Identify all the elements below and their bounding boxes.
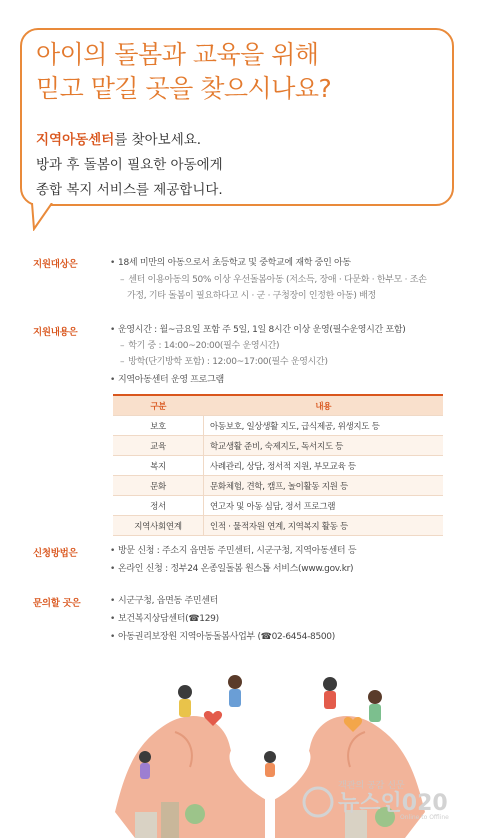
table-cell-content: 학교생활 준비, 숙제지도, 독서지도 등 <box>204 436 444 456</box>
table-cell-content: 연고자 및 아동 심담, 정서 프로그램 <box>204 496 444 516</box>
intro-text <box>36 128 436 203</box>
watermark-tagline: 객관의 공감 신문 <box>338 781 405 791</box>
content-label: 지원내용은 <box>33 327 78 338</box>
news-watermark <box>300 776 470 820</box>
target-label: 지원대상은 <box>33 259 78 270</box>
intro-line-2: 방과 후 돌봄이 필요한 아동에게 <box>36 157 223 173</box>
table-row <box>113 436 443 456</box>
headline-line-1: 아이의 돌봄과 교육을 위해 <box>36 40 319 69</box>
table-header-category: 구분 <box>113 395 204 416</box>
program-table <box>113 394 443 536</box>
table-cell-category: 지역사회연계 <box>113 516 204 536</box>
target-main: • 18세 미만의 아동으로서 초등학교 및 중학교에 재학 중인 아동 <box>110 257 351 269</box>
table-cell-content: 인적 · 물적자원 연계, 지역복지 활동 등 <box>204 516 444 536</box>
apply-visit: • 방문 신청 : 주소지 읍면동 주민센터, 시군구청, 지역아동센터 등 <box>110 545 356 557</box>
table-cell-category: 정서 <box>113 496 204 516</box>
content-vacation: – 방학(단기방학 포함) : 12:00~17:00(필수 운영시간) <box>120 356 328 368</box>
contact-2: • 보건복지상담센터(☎129) <box>110 613 219 625</box>
content-program-title: • 지역아동센터 운영 프로그램 <box>110 374 224 386</box>
headline <box>36 38 446 106</box>
intro-line-1-rest: 를 찾아보세요. <box>114 132 202 148</box>
watermark-brand: 뉴스인020 <box>338 791 448 816</box>
table-row <box>113 496 443 516</box>
target-sub-1: – 센터 이용아동의 50% 이상 우선돌봄아동 (저소득, 장애 · 다문화 · 한부모 · 조손 <box>120 274 427 286</box>
table-row <box>113 476 443 496</box>
apply-label: 신청방법은 <box>33 548 78 559</box>
table-cell-content: 아동보호, 일상생활 지도, 급식제공, 위생지도 등 <box>204 416 444 436</box>
content-hours: • 운영시간 : 월~금요일 포함 주 5일, 1일 8시간 이상 운영(필수운영시간 포함) <box>110 324 406 336</box>
content-semester: – 학기 중 : 14:00~20:00(필수 운영시간) <box>120 340 279 352</box>
headline-line-2: 믿고 맡길 곳을 찾으시나요? <box>36 74 332 103</box>
table-row <box>113 516 443 536</box>
table-cell-category: 복지 <box>113 456 204 476</box>
table-header-content: 내용 <box>204 395 444 416</box>
table-cell-category: 보호 <box>113 416 204 436</box>
table-cell-category: 교육 <box>113 436 204 456</box>
table-row <box>113 416 443 436</box>
watermark-logo-icon <box>304 788 332 816</box>
apply-online: • 온라인 신청 : 정부24 온종일돌봄 원스톱 서비스(www.gov.kr) <box>110 563 353 575</box>
speech-bubble-tail <box>30 203 56 231</box>
intro-highlight: 지역아동센터 <box>36 132 115 148</box>
table-cell-content: 문화체험, 견학, 캠프, 놀이활동 지원 등 <box>204 476 444 496</box>
table-row <box>113 456 443 476</box>
contact-3: • 아동권리보장원 지역아동돌봄사업부 (☎02-6454-8500) <box>110 631 335 643</box>
table-header-row <box>113 395 443 416</box>
contact-1: • 시군구청, 읍면동 주민센터 <box>110 595 218 607</box>
intro-line-3: 종합 복지 서비스를 제공합니다. <box>36 182 223 198</box>
contact-label: 문의할 곳은 <box>33 598 81 609</box>
watermark-subtitle: Online to Offline <box>400 814 449 820</box>
table-cell-category: 문화 <box>113 476 204 496</box>
target-sub-2: 가정, 기타 돌봄이 필요하다고 시 · 군 · 구청장이 인정한 아동) 배정 <box>127 291 376 301</box>
intro-line-1 <box>36 128 436 153</box>
table-cell-content: 사례관리, 상담, 정서적 지원, 부모교육 등 <box>204 456 444 476</box>
